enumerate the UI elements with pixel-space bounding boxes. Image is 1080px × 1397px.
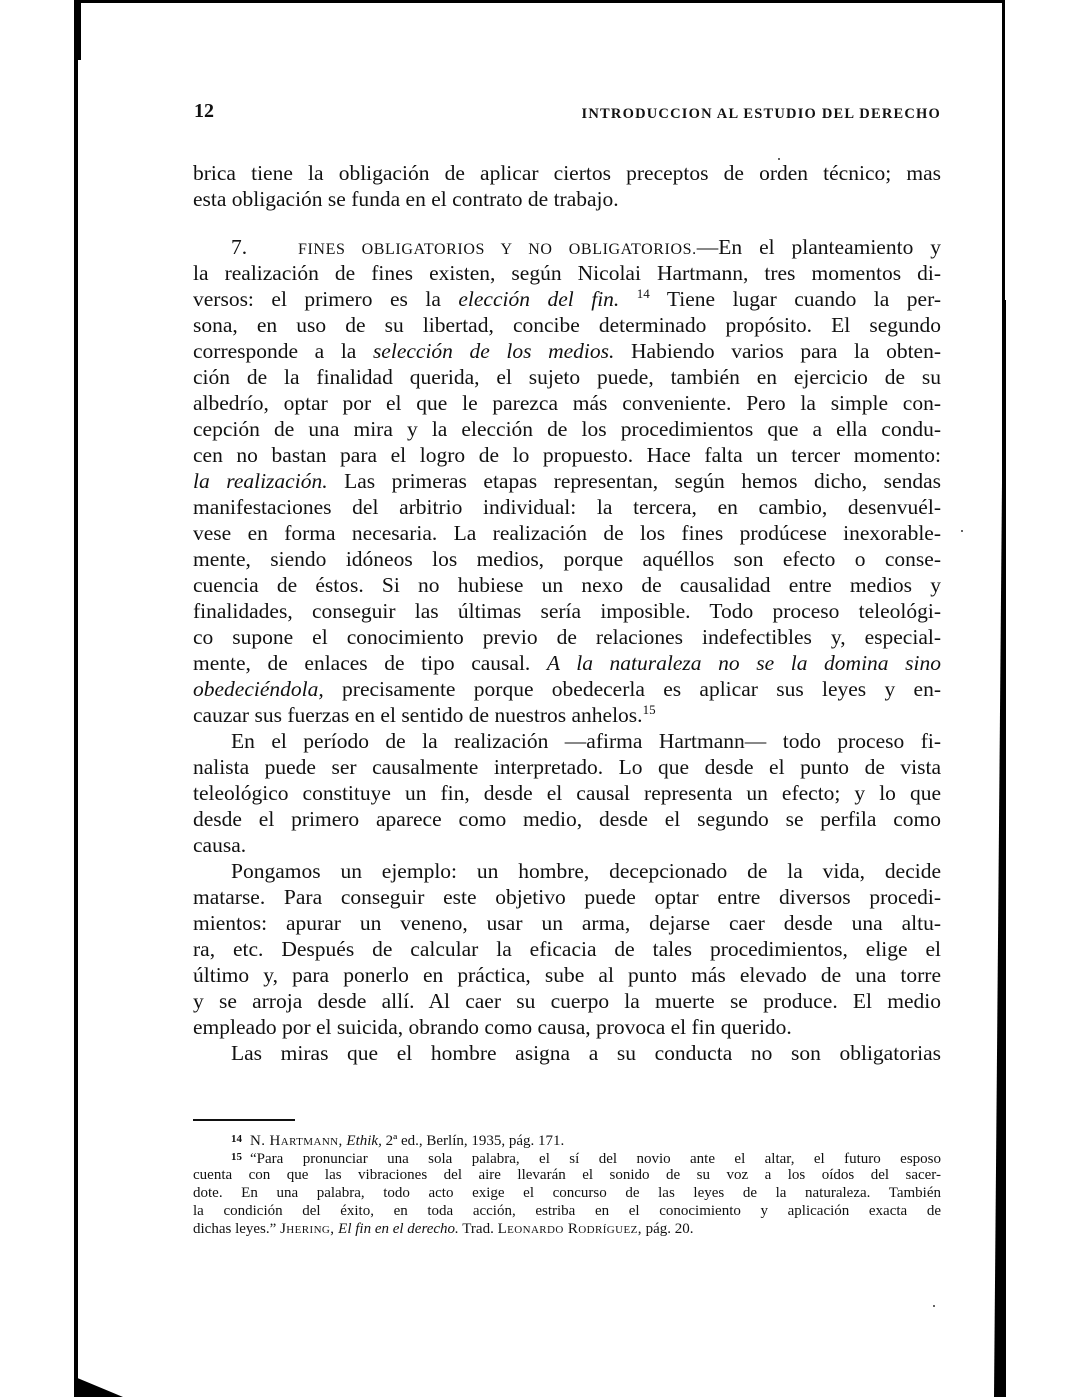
text-span: corresponde a la (193, 339, 373, 363)
text-line: vese en forma necesaria. La realización de los fines prodúcese inexorable- (193, 521, 941, 545)
body-text (193, 160, 941, 1066)
text-line (193, 702, 941, 728)
text-line: ción de la finalidad querida, el sujeto puede, también en ejercicio de su (193, 365, 941, 389)
page-corner-shadow (75, 1377, 123, 1397)
text-line: sona, en uso de su libertad, concibe determinado propósito. El segundo (193, 313, 941, 337)
text-span: Habiendo varios para la obten- (614, 339, 941, 363)
page-number: 12 (194, 100, 214, 122)
text-line: Las miras que el hombre asigna a su conducta no son obligatorias (231, 1041, 941, 1065)
text-line: causa. (193, 833, 247, 857)
text-line: nalista puede ser causalmente interpretado. Lo que desde el punto de vista (193, 755, 941, 779)
text-line: En el período de la realización —afirma Hartmann— todo proceso fi- (231, 729, 941, 753)
text-line (193, 468, 941, 494)
text-line: co supone el conocimiento previo de relaciones indefectibles y, especial- (193, 625, 941, 649)
text-span: cauzar sus fuerzas en el sentido de nuestros anhelos. (193, 703, 643, 727)
footnote-line: dote. En una palabra, todo acto exige el concurso de las leyes de la naturaleza. También (193, 1185, 941, 1201)
text-span: “Para pronunciar una sola palabra, el sí del novio ante el altar, el futuro esposo (250, 1151, 941, 1167)
text-line: desde el primero aparece como medio, desde el segundo se perfila como (193, 807, 941, 831)
text-line: teleológico constituye un fin, desde el causal representa un efecto; y lo que (193, 781, 941, 805)
text-line: último y, para ponerlo en práctica, sube al punto más elevado de una torre (193, 963, 941, 987)
footnote-translator: Leonardo Rodríguez, (497, 1221, 642, 1237)
section-number: 7. (231, 235, 248, 259)
page-border-right-shadow (994, 300, 1006, 1397)
footnote-line: cuenta con que las vibraciones del aire llevarán el sonido de su voz a los oídos del sacer- (193, 1167, 941, 1183)
text-span: Trad. (458, 1221, 498, 1237)
text-line: esta obligación se funda en el contrato de trabajo. (193, 187, 619, 211)
text-span: Tiene lugar cuando la per- (649, 287, 941, 311)
footnote-number: 14 (231, 1133, 242, 1145)
text-line: mientos: apurar un veneno, usar un arma, dejarse caer desde una altu- (193, 911, 941, 935)
text-line: brica tiene la obligación de aplicar ciertos preceptos de orden técnico; mas (193, 161, 941, 185)
footnote-author: N. Hartmann, (250, 1133, 343, 1149)
text-span: 2ª ed., Berlín, 1935, pág. 171. (381, 1133, 565, 1149)
running-title: INTRODUCCION AL ESTUDIO DEL DERECHO (581, 106, 941, 122)
emphasis-text: la realización. (193, 469, 328, 493)
text-line: cen no bastan para el logro de lo propuesto. Hace falta un tercer momento: (193, 443, 941, 467)
footnote-ref-15[interactable]: 15 (642, 702, 656, 717)
text-span: precisamente porque obedecerla es aplicar sus leyes y en- (323, 677, 941, 701)
page-border-top (75, 0, 1005, 3)
text-line (193, 286, 941, 312)
text-span: mente, de enlaces de tipo causal. (193, 651, 547, 675)
footnote-line: la condición del éxito, en toda acción, estriba en el conocimiento y aplicación exacta de (193, 1203, 941, 1219)
page-border-left (74, 0, 78, 1397)
footnote-15 (193, 1148, 941, 1166)
text-line: Pongamos un ejemplo: un hombre, decepcionado de la vida, decide (231, 859, 941, 883)
scan-speck (961, 530, 963, 532)
text-span: —En el planteamiento y (696, 235, 942, 259)
emphasis-text: A la naturaleza no se la domina sino (546, 651, 941, 675)
running-header (193, 100, 941, 124)
emphasis-text: obedeciéndola, (193, 677, 324, 701)
text-line: manifestaciones del arbitrio individual: la tercera, en cambio, desenvuél- (193, 495, 941, 519)
text-span: dichas leyes.” (193, 1221, 281, 1237)
scan-speck (933, 1305, 935, 1307)
text-line (193, 650, 941, 676)
text-span: pág. 20. (641, 1221, 694, 1237)
footnote-14 (193, 1130, 941, 1148)
footnote-ref-14[interactable]: 14 (636, 286, 650, 301)
text-line: ra, etc. Después de calcular la eficacia de tales procedimientos, elige el (193, 937, 941, 961)
text-line: empleado por el suicida, obrando como causa, provoca el fin querido. (193, 1015, 792, 1039)
text-line (193, 676, 941, 702)
text-line: cepción de una mira y la elección de los procedimientos que a ella condu- (193, 417, 941, 441)
section-heading-line (193, 234, 941, 260)
emphasis-text: selección de los medios. (372, 339, 615, 363)
text-line: finalidades, conseguir las últimas sería imposible. Todo proceso teleológi- (193, 599, 941, 623)
footnote-number: 15 (231, 1151, 242, 1163)
emphasis-text: elección del fin. (458, 287, 620, 311)
footnote-divider (193, 1119, 295, 1121)
page-border-left-corner (74, 0, 81, 60)
text-line: matarse. Para conseguir este objetivo puede optar entre diversos procedi- (193, 885, 941, 909)
footnote-work-title: El fin en el derecho. (334, 1221, 459, 1237)
text-line (193, 338, 941, 364)
text-line: albedrío, optar por el que le parezca más conveniente. Pero la simple con- (193, 391, 941, 415)
footnote-author: Jhering, (280, 1221, 335, 1237)
text-line: mente, siendo idóneos los medios, porque aquéllos son efecto o conse- (193, 547, 941, 571)
footnote-line (193, 1220, 941, 1238)
text-span: versos: el primero es la (193, 287, 459, 311)
footnote-work-title: Ethik, (346, 1133, 382, 1149)
section-title: FINES OBLIGATORIOS Y NO OBLIGATORIOS. (297, 241, 697, 258)
text-line: y se arroja desde allí. Al caer su cuerpo la muerte se produce. El medio (193, 989, 941, 1013)
text-line: cuencia de éstos. Si no hubiese un nexo de causalidad entre medios y (193, 573, 941, 597)
footnotes (193, 1130, 941, 1238)
text-line: la realización de fines existen, según Nicolai Hartmann, tres momentos di- (193, 261, 941, 285)
text-span: Las primeras etapas representan, según hemos dicho, sendas (327, 469, 941, 493)
